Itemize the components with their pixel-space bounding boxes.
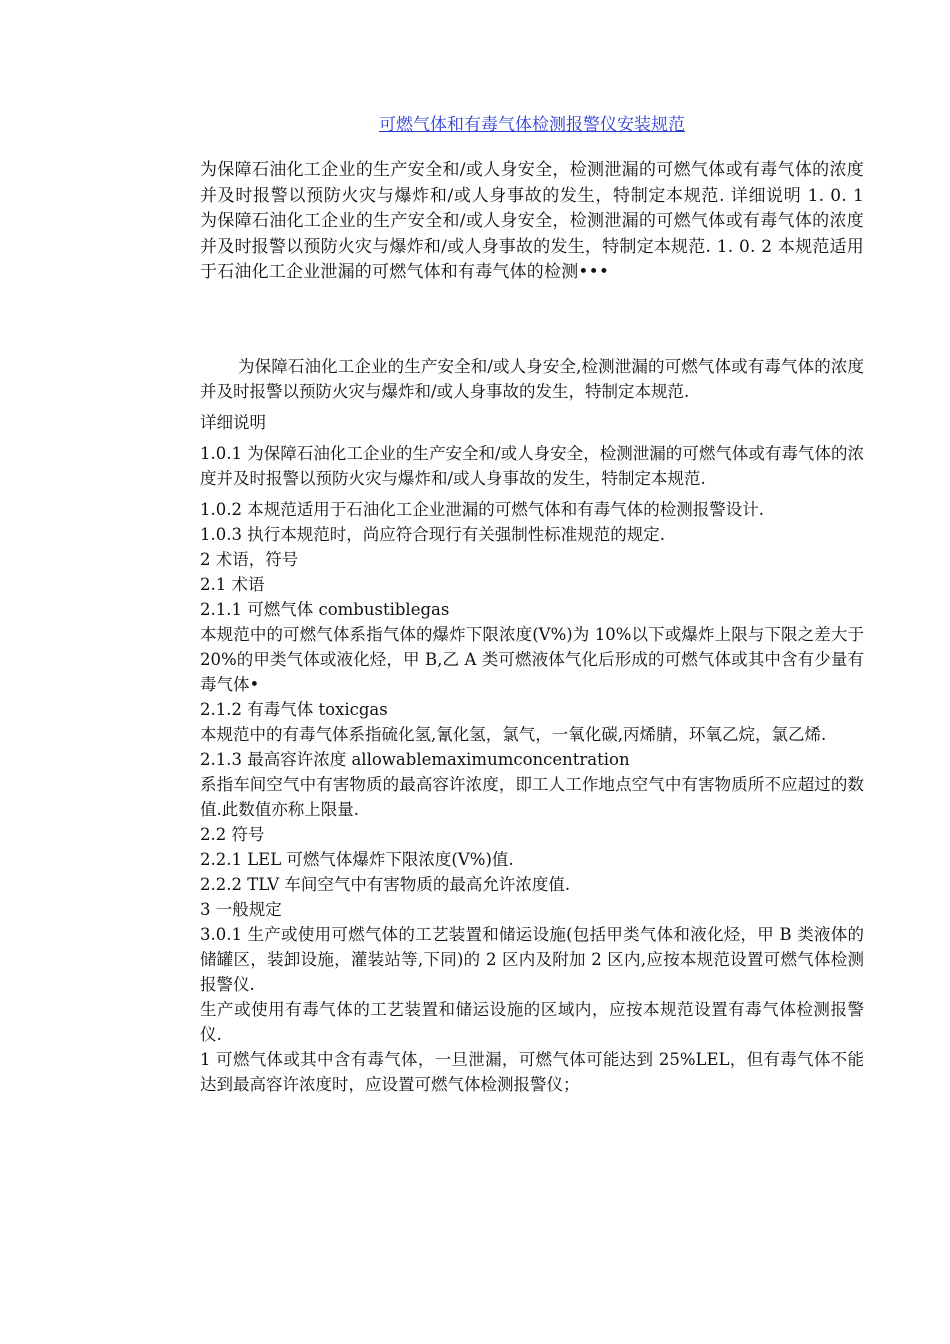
section-spacer <box>200 286 864 354</box>
document-body <box>200 354 864 1097</box>
heading-terms: 2.1 术语 <box>200 574 265 594</box>
title-link[interactable]: 可燃气体和有毒气体检测报警仪安装规范 <box>379 115 685 135</box>
heading-detail: 详细说明 <box>200 412 266 432</box>
summary-paragraph: 为保障石油化工企业的生产安全和/或人身安全，检测泄漏的可燃气体或有毒气体的浓度并及时报警以预防火灾与爆炸和/或人身事故的发生，特制定本规范. 详细说明 1. 0. 1 为保障石油化工企业的生产安全和/或人身安全，检测泄漏的可燃气体或有毒气体的浓度并及时报警以预防火灾与爆炸和/或人身事故的发生，特制定本规范. 1. 0. 2 本规范适用于石油化工企业泄漏的可燃气体和有毒气体的检测••• <box>200 160 864 282</box>
term-2-1-2-definition: 本规范中的有毒气体系指硫化氢,氰化氢，氯气，一氧化碳,丙烯腈，环氧乙烷，氯乙烯. <box>200 724 827 744</box>
intro-paragraph: 为保障石油化工企业的生产安全和/或人身安全,检测泄漏的可燃气体或有毒气体的浓度并及时报警以预防火灾与爆炸和/或人身事故的发生，特制定本规范. <box>200 356 864 401</box>
clause-1-0-2: 1.0.2 本规范适用于石油化工企业泄漏的可燃气体和有毒气体的检测报警设计. <box>200 499 764 519</box>
clause-3-0-1-toxic: 生产或使用有毒气体的工艺装置和储运设施的区域内，应按本规范设置有毒气体检测报警仪. <box>200 999 864 1044</box>
clause-1-0-1: 1.0.1 为保障石油化工企业的生产安全和/或人身安全，检测泄漏的可燃气体或有毒气体的浓度并及时报警以预防火灾与爆炸和/或人身事故的发生，特制定本规范. <box>200 443 864 488</box>
clause-3-0-1: 3.0.1 生产或使用可燃气体的工艺装置和储运设施(包括甲类气体和液化烃，甲 B 类液体的储罐区，装卸设施，灌装站等,下同)的 2 区内及附加 2 区内,应按本规范设置可燃气体检测报警仪. <box>200 924 864 994</box>
clause-1-0-3: 1.0.3 执行本规范时，尚应符合现行有关强制性标准规范的规定. <box>200 524 665 544</box>
term-2-1-1-definition: 本规范中的可燃气体系指气体的爆炸下限浓度(V%)为 10%以下或爆炸上限与下限之差大于 20%的甲类气体或液化烃，甲 B,乙 A 类可燃液体气化后形成的可燃气体或其中含有少量有毒气体• <box>200 624 864 694</box>
symbol-2-2-2: 2.2.2 TLV 车间空气中有害物质的最高允许浓度值. <box>200 874 571 894</box>
term-2-1-2: 2.1.2 有毒气体 toxicgas <box>200 699 388 719</box>
heading-symbols: 2.2 符号 <box>200 824 265 844</box>
clause-3-0-1-item-1: 1 可燃气体或其中含有毒气体，一旦泄漏，可燃气体可能达到 25%LEL，但有毒气体不能达到最高容许浓度时，应设置可燃气体检测报警仪； <box>200 1049 864 1094</box>
document-title <box>200 112 864 138</box>
term-2-1-3: 2.1.3 最高容许浓度 allowablemaximumconcentration <box>200 749 630 769</box>
document-page <box>200 112 864 1097</box>
term-2-1-1: 2.1.1 可燃气体 combustiblegas <box>200 599 450 619</box>
symbol-2-2-1: 2.2.1 LEL 可燃气体爆炸下限浓度(V%)值. <box>200 849 514 869</box>
heading-terms-symbols: 2 术语，符号 <box>200 549 299 569</box>
term-2-1-3-definition: 系指车间空气中有害物质的最高容许浓度，即工人工作地点空气中有害物质所不应超过的数值.此数值亦称上限量. <box>200 774 864 819</box>
heading-general-rules: 3 一般规定 <box>200 899 282 919</box>
